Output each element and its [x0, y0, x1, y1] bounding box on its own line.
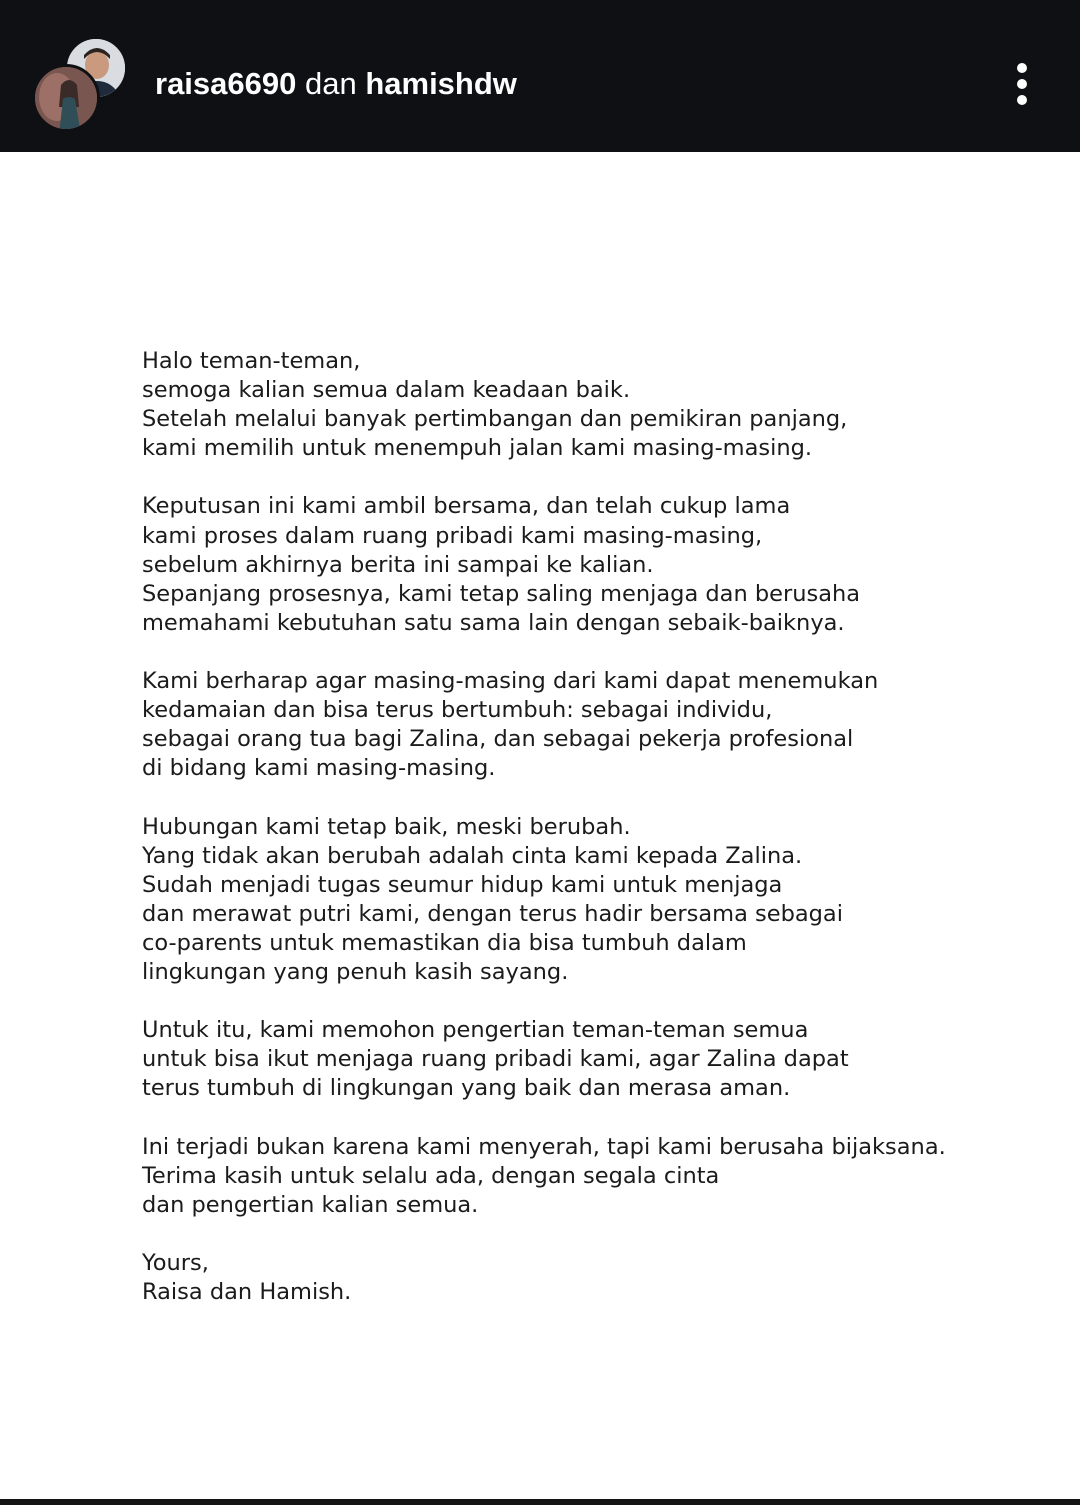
letter-line: Hubungan kami tetap baik, meski berubah.	[142, 813, 631, 840]
letter-line: kami memilih untuk menempuh jalan kami masing-masing.	[142, 435, 813, 462]
authors-conjunction: dan	[296, 66, 366, 101]
bottom-edge-bar	[0, 1499, 1080, 1505]
letter-line: Terima kasih untuk selalu ada, dengan segala cinta	[142, 1162, 720, 1189]
letter-line: Kami berharap agar masing-masing dari kami dapat menemukan	[142, 668, 879, 695]
letter-line: memahami kebutuhan satu sama lain dengan sebaik-baiknya.	[142, 609, 845, 636]
letter-paragraph	[142, 1016, 1042, 1103]
letter-line: sebagai orang tua bagi Zalina, dan sebagai pekerja profesional	[142, 726, 854, 753]
letter-paragraph	[142, 667, 1042, 783]
letter-signature	[142, 1249, 1042, 1307]
letter-body	[142, 347, 1042, 1307]
letter-line: kedamaian dan bisa terus bertumbuh: sebagai individu,	[142, 697, 773, 724]
letter-paragraph	[142, 813, 1042, 988]
more-dot-icon	[1017, 79, 1027, 89]
letter-line: dan merawat putri kami, dengan terus hadir bersama sebagai	[142, 900, 843, 927]
letter-line: co-parents untuk memastikan dia bisa tumbuh dalam	[142, 929, 747, 956]
letter-line: Setelah melalui banyak pertimbangan dan pemikiran panjang,	[142, 406, 848, 433]
letter-paragraph	[142, 492, 1042, 637]
signature-names: Raisa dan Hamish.	[142, 1279, 352, 1305]
post-header	[0, 0, 1080, 152]
more-options-button[interactable]	[1000, 56, 1044, 112]
avatar-raisa6690[interactable]	[32, 64, 100, 132]
letter-line: Keputusan ini kami ambil bersama, dan telah cukup lama	[142, 493, 791, 520]
signature-closing: Yours,	[142, 1249, 209, 1276]
letter-line: sebelum akhirnya berita ini sampai ke kalian.	[142, 551, 654, 578]
letter-line: di bidang kami masing-masing.	[142, 755, 496, 782]
username-raisa6690[interactable]: raisa6690	[155, 66, 297, 101]
username-hamishdw[interactable]: hamishdw	[365, 66, 517, 101]
letter-line: Yang tidak akan berubah adalah cinta kami kepada Zalina.	[142, 842, 803, 869]
letter-line: lingkungan yang penuh kasih sayang.	[142, 958, 569, 985]
letter-paragraph	[142, 1133, 1042, 1220]
letter-paragraph	[142, 347, 1042, 463]
letter-line: semoga kalian semua dalam keadaan baik.	[142, 377, 631, 404]
letter-line: dan pengertian kalian semua.	[142, 1191, 479, 1218]
letter-line: kami proses dalam ruang pribadi kami masing-masing,	[142, 522, 763, 549]
letter-line: Ini terjadi bukan karena kami menyerah, tapi kami berusaha bijaksana.	[142, 1133, 946, 1160]
more-dot-icon	[1017, 63, 1027, 73]
letter-line: Sepanjang prosesnya, kami tetap saling menjaga dan berusaha	[142, 580, 861, 607]
avatar-raisa6690-photo	[35, 67, 100, 132]
letter-line: Sudah menjadi tugas seumur hidup kami untuk menjaga	[142, 871, 783, 898]
letter-line: Untuk itu, kami memohon pengertian teman-teman semua	[142, 1017, 809, 1044]
more-dot-icon	[1017, 95, 1027, 105]
post-authors	[155, 62, 517, 106]
letter-line: terus tumbuh di lingkungan yang baik dan merasa aman.	[142, 1075, 791, 1102]
letter-line: untuk bisa ikut menjaga ruang pribadi kami, agar Zalina dapat	[142, 1046, 849, 1073]
letter-line: Halo teman-teman,	[142, 348, 361, 374]
